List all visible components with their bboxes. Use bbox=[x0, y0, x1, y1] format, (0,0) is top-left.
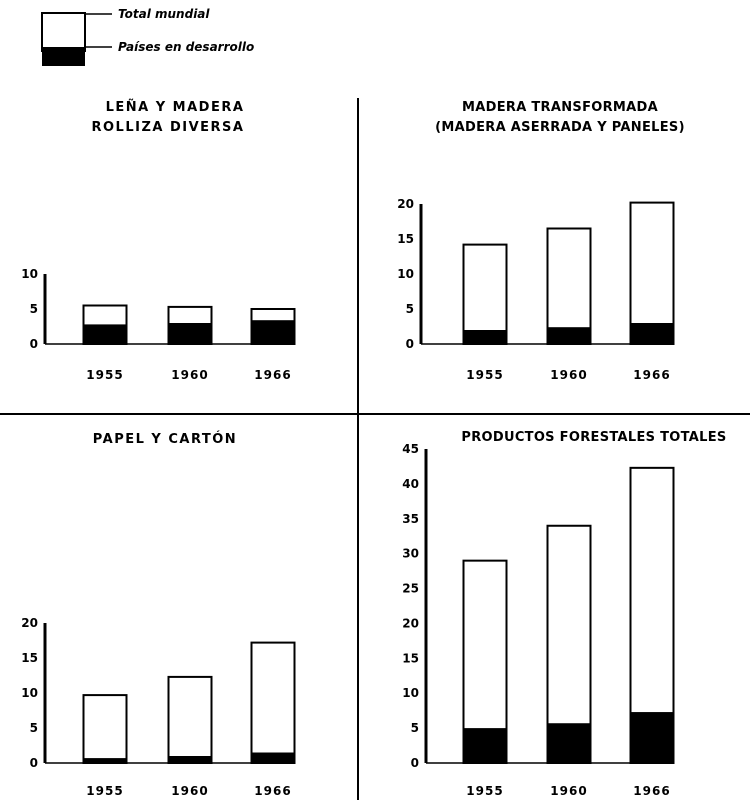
panel-title-line-1: PAPEL Y CARTÓN bbox=[92, 432, 238, 447]
panel-papel-carton bbox=[21, 431, 294, 798]
y-tick-label: 5 bbox=[405, 302, 414, 316]
bar-developing-1966 bbox=[252, 320, 295, 344]
bar-total-1955 bbox=[84, 695, 127, 763]
y-tick-label: 30 bbox=[402, 546, 419, 561]
panel-madera-transformada bbox=[397, 100, 685, 382]
bar-developing-1960 bbox=[169, 756, 212, 763]
y-tick-label: 20 bbox=[397, 197, 414, 211]
panel-plot bbox=[21, 616, 294, 798]
y-tick-label: 5 bbox=[410, 721, 419, 736]
panel-title-line-1: MADERA TRANSFORMADA bbox=[462, 100, 658, 115]
x-tick-label-1966: 1966 bbox=[254, 368, 292, 382]
bar-developing-1966 bbox=[252, 753, 295, 764]
x-tick-label-1955: 1955 bbox=[466, 368, 504, 382]
y-tick-label: 5 bbox=[29, 302, 38, 316]
bar-developing-1955 bbox=[464, 330, 507, 344]
y-tick-label: 10 bbox=[397, 267, 414, 281]
legend-swatch-total bbox=[42, 13, 85, 51]
y-tick-label: 5 bbox=[29, 721, 38, 735]
y-tick-label: 0 bbox=[410, 756, 419, 770]
y-tick-label: 15 bbox=[21, 651, 38, 665]
bar-developing-1955 bbox=[464, 728, 507, 763]
x-tick-label-1966: 1966 bbox=[633, 784, 671, 798]
bar-developing-1955 bbox=[84, 324, 127, 344]
legend bbox=[42, 7, 254, 66]
x-tick-label-1960: 1960 bbox=[550, 784, 588, 798]
y-tick-label: 20 bbox=[402, 616, 419, 631]
panel-title-line-2: (MADERA ASERRADA Y PANELES) bbox=[435, 120, 685, 135]
y-tick-label: 20 bbox=[21, 616, 38, 630]
bar-developing-1966 bbox=[631, 323, 674, 344]
bar-total-1966 bbox=[252, 643, 295, 763]
y-tick-label: 0 bbox=[29, 337, 38, 351]
y-tick-label: 15 bbox=[402, 651, 419, 666]
y-tick-label: 10 bbox=[21, 686, 38, 700]
panel-productos-forestales-totales bbox=[402, 430, 726, 798]
y-tick-label: 45 bbox=[402, 442, 419, 456]
y-tick-label: 35 bbox=[402, 511, 419, 526]
bar-developing-1966 bbox=[631, 712, 674, 763]
x-tick-label-1960: 1960 bbox=[171, 784, 209, 798]
y-tick-label: 0 bbox=[29, 756, 38, 770]
y-tick-label: 40 bbox=[402, 476, 419, 491]
x-tick-label-1966: 1966 bbox=[254, 784, 292, 798]
bar-developing-1960 bbox=[548, 327, 591, 344]
x-tick-label-1960: 1960 bbox=[171, 368, 209, 382]
x-tick-label-1955: 1955 bbox=[86, 368, 124, 382]
panel-title-line-1: LEÑA Y MADERA bbox=[105, 100, 245, 115]
bar-total-1955 bbox=[464, 245, 507, 344]
bar-developing-1960 bbox=[169, 323, 212, 344]
legend-label-total: Total mundial bbox=[118, 7, 210, 21]
y-tick-label: 10 bbox=[402, 686, 419, 701]
panel-lena-madera bbox=[21, 99, 294, 382]
panel-title-line-2: ROLLIZA DIVERSA bbox=[91, 120, 245, 135]
bar-developing-1955 bbox=[84, 758, 127, 763]
x-tick-label-1955: 1955 bbox=[86, 784, 124, 798]
panel-plot bbox=[21, 267, 294, 382]
panel-plot bbox=[402, 442, 673, 798]
x-tick-label-1955: 1955 bbox=[466, 784, 504, 798]
legend-swatch-developing bbox=[42, 47, 85, 66]
x-tick-label-1960: 1960 bbox=[550, 368, 588, 382]
y-tick-label: 0 bbox=[405, 337, 414, 351]
bar-total-1960 bbox=[548, 229, 591, 345]
bar-total-1966 bbox=[631, 203, 674, 344]
bar-total-1960 bbox=[169, 677, 212, 763]
y-tick-label: 10 bbox=[21, 267, 38, 281]
panel-title-line-1: PRODUCTOS FORESTALES TOTALES bbox=[461, 430, 727, 445]
legend-label-developing: Países en desarrollo bbox=[118, 40, 255, 54]
x-tick-label-1966: 1966 bbox=[633, 368, 671, 382]
y-tick-label: 25 bbox=[402, 581, 419, 596]
y-tick-label: 15 bbox=[397, 232, 414, 246]
bar-developing-1960 bbox=[548, 723, 591, 763]
panel-plot bbox=[397, 197, 673, 382]
